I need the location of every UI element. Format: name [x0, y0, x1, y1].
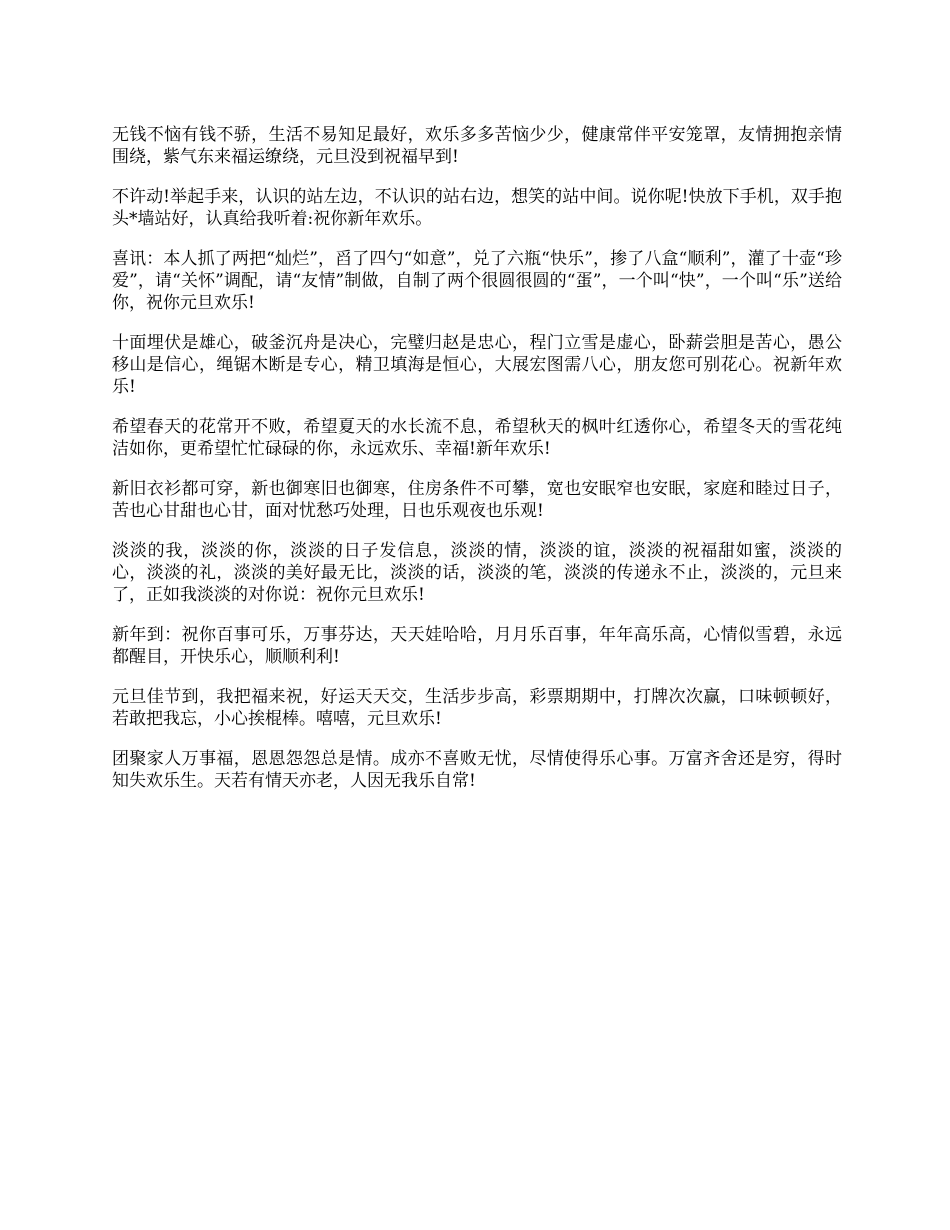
paragraph: 新年到：祝你百事可乐，万事芬达，天天娃哈哈，月月乐百事，年年高乐高，心情似雪碧，永远都醒目，开快乐心，顺顺利利!	[112, 625, 842, 667]
paragraph: 元旦佳节到，我把福来祝，好运天天交，生活步步高，彩票期期中，打牌次次赢，口味顿顿好，若敢把我忘，小心挨棍棒。嘻嘻，元旦欢乐!	[112, 687, 842, 729]
paragraph: 十面埋伏是雄心，破釜沉舟是决心，完璧归赵是忠心，程门立雪是虚心，卧薪尝胆是苦心，愚公移山是信心，绳锯木断是专心，精卫填海是恒心，大展宏图需八心，朋友您可别花心。祝新年欢乐!	[112, 333, 842, 397]
paragraph: 新旧衣衫都可穿，新也御寒旧也御寒，住房条件不可攀，宽也安眠窄也安眠，家庭和睦过日子，苦也心甘甜也心甘，面对忧愁巧处理，日也乐观夜也乐观!	[112, 479, 842, 521]
paragraph: 不许动!举起手来，认识的站左边，不认识的站右边，想笑的站中间。说你呢!快放下手机，双手抱头*墙站好，认真给我听着:祝你新年欢乐。	[112, 187, 842, 229]
paragraph: 淡淡的我，淡淡的你，淡淡的日子发信息，淡淡的情，淡淡的谊，淡淡的祝福甜如蜜，淡淡的心，淡淡的礼，淡淡的美好最无比，淡淡的话，淡淡的笔，淡淡的传递永不止，淡淡的，元旦来了，正如我淡淡的对你说：祝你元旦欢乐!	[112, 541, 842, 605]
document-body	[112, 124, 842, 810]
paragraph: 希望春天的花常开不败，希望夏天的水长流不息，希望秋天的枫叶红透你心，希望冬天的雪花纯洁如你，更希望忙忙碌碌的你，永远欢乐、幸福!新年欢乐!	[112, 417, 842, 459]
paragraph: 无钱不恼有钱不骄，生活不易知足最好，欢乐多多苦恼少少，健康常伴平安笼罩，友情拥抱亲情围绕，紫气东来福运缭绕，元旦没到祝福早到!	[112, 125, 842, 167]
paragraph: 喜讯：本人抓了两把“灿烂”，舀了四勺“如意”，兑了六瓶“快乐”，掺了八盒“顺利”，灌了十壶“珍爱”，请“关怀”调配，请“友情”制做，自制了两个很圆很圆的“蛋”，一个叫“快”，一个叫“乐”送给你，祝你元旦欢乐!	[112, 249, 842, 313]
paragraph: 团聚家人万事福，恩恩怨怨总是情。成亦不喜败无忧，尽情使得乐心事。万富齐舍还是穷，得时知失欢乐生。天若有情天亦老，人因无我乐自常!	[112, 749, 842, 791]
